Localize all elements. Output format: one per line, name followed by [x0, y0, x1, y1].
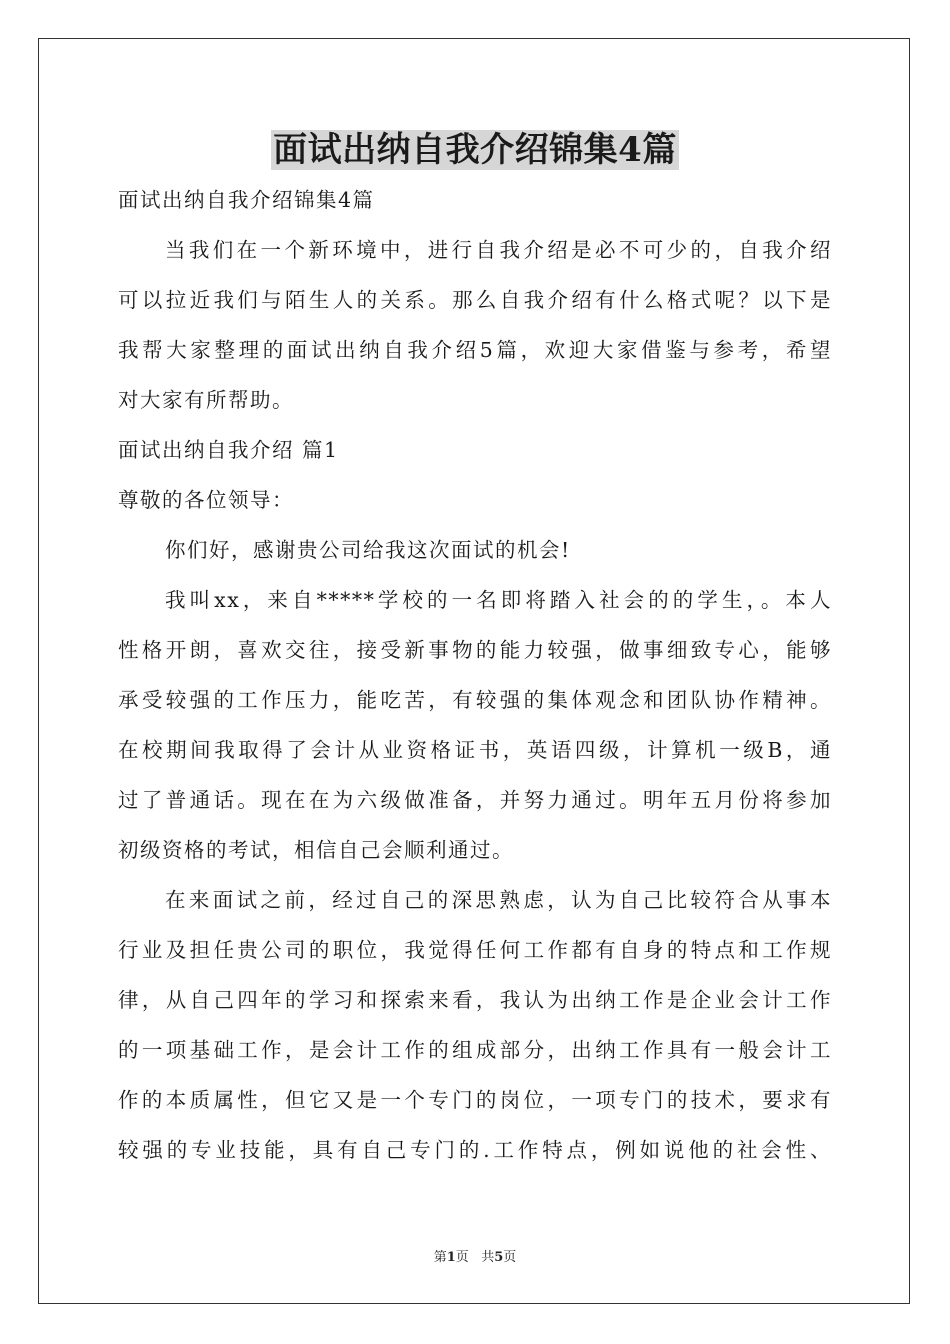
footer-page-current: 1 [446, 1250, 456, 1265]
text-line: 过了普通话。现在在为六级做准备，并努力通过。明年五月份将参加 [118, 788, 832, 812]
footer-page-total: 5 [494, 1250, 504, 1265]
footer-total-suffix: 页 [503, 1250, 517, 1265]
text-line: 行业及担任贵公司的职位，我觉得任何工作都有自身的特点和工作规 [118, 938, 832, 962]
document-title-text: 面试出纳自我介绍锦集4篇 [273, 130, 677, 170]
page-footer [0, 1246, 950, 1265]
document-title [0, 126, 950, 174]
text-line: 性格开朗，喜欢交往，接受新事物的能力较强，做事细致专心，能够 [118, 638, 832, 662]
text-line: 面试出纳自我介绍锦集4篇 [118, 188, 375, 212]
text-line: 你们好，感谢贵公司给我这次面试的机会! [165, 538, 571, 562]
text-line: 在校期间我取得了会计从业资格证书，英语四级，计算机一级B，通 [118, 738, 832, 762]
footer-page-suffix: 页 [455, 1250, 469, 1265]
document-body [118, 178, 832, 1178]
text-line: 当我们在一个新环境中，进行自我介绍是必不可少的，自我介绍 [165, 238, 832, 262]
text-line: 我帮大家整理的面试出纳自我介绍5篇，欢迎大家借鉴与参考，希望 [118, 338, 832, 362]
text-line: 的一项基础工作，是会计工作的组成部分，出纳工作具有一般会计工 [118, 1038, 832, 1062]
text-line: 作的本质属性，但它又是一个专门的岗位，一项专门的技术，要求有 [118, 1088, 832, 1112]
text-line: 在来面试之前，经过自己的深思熟虑，认为自己比较符合从事本 [165, 888, 832, 912]
text-line: 较强的专业技能，具有自己专门的.工作特点，例如说他的社会性、 [118, 1138, 832, 1162]
text-line: 可以拉近我们与陌生人的关系。那么自我介绍有什么格式呢？以下是 [118, 288, 832, 312]
text-line: 初级资格的考试，相信自己会顺利通过。 [118, 838, 514, 862]
text-line: 律，从自己四年的学习和探索来看，我认为出纳工作是企业会计工作 [118, 988, 832, 1012]
text-line: 承受较强的工作压力，能吃苦，有较强的集体观念和团队协作精神。 [118, 688, 832, 712]
footer-total-prefix: 共 [481, 1250, 495, 1265]
text-line: 面试出纳自我介绍 篇1 [118, 438, 339, 462]
text-line: 我叫xx，来自*****学校的一名即将踏入社会的的学生，。本人 [165, 588, 832, 612]
footer-page-prefix: 第 [433, 1250, 447, 1265]
text-line: 尊敬的各位领导： [118, 488, 294, 512]
text-line: 对大家有所帮助。 [118, 388, 294, 412]
